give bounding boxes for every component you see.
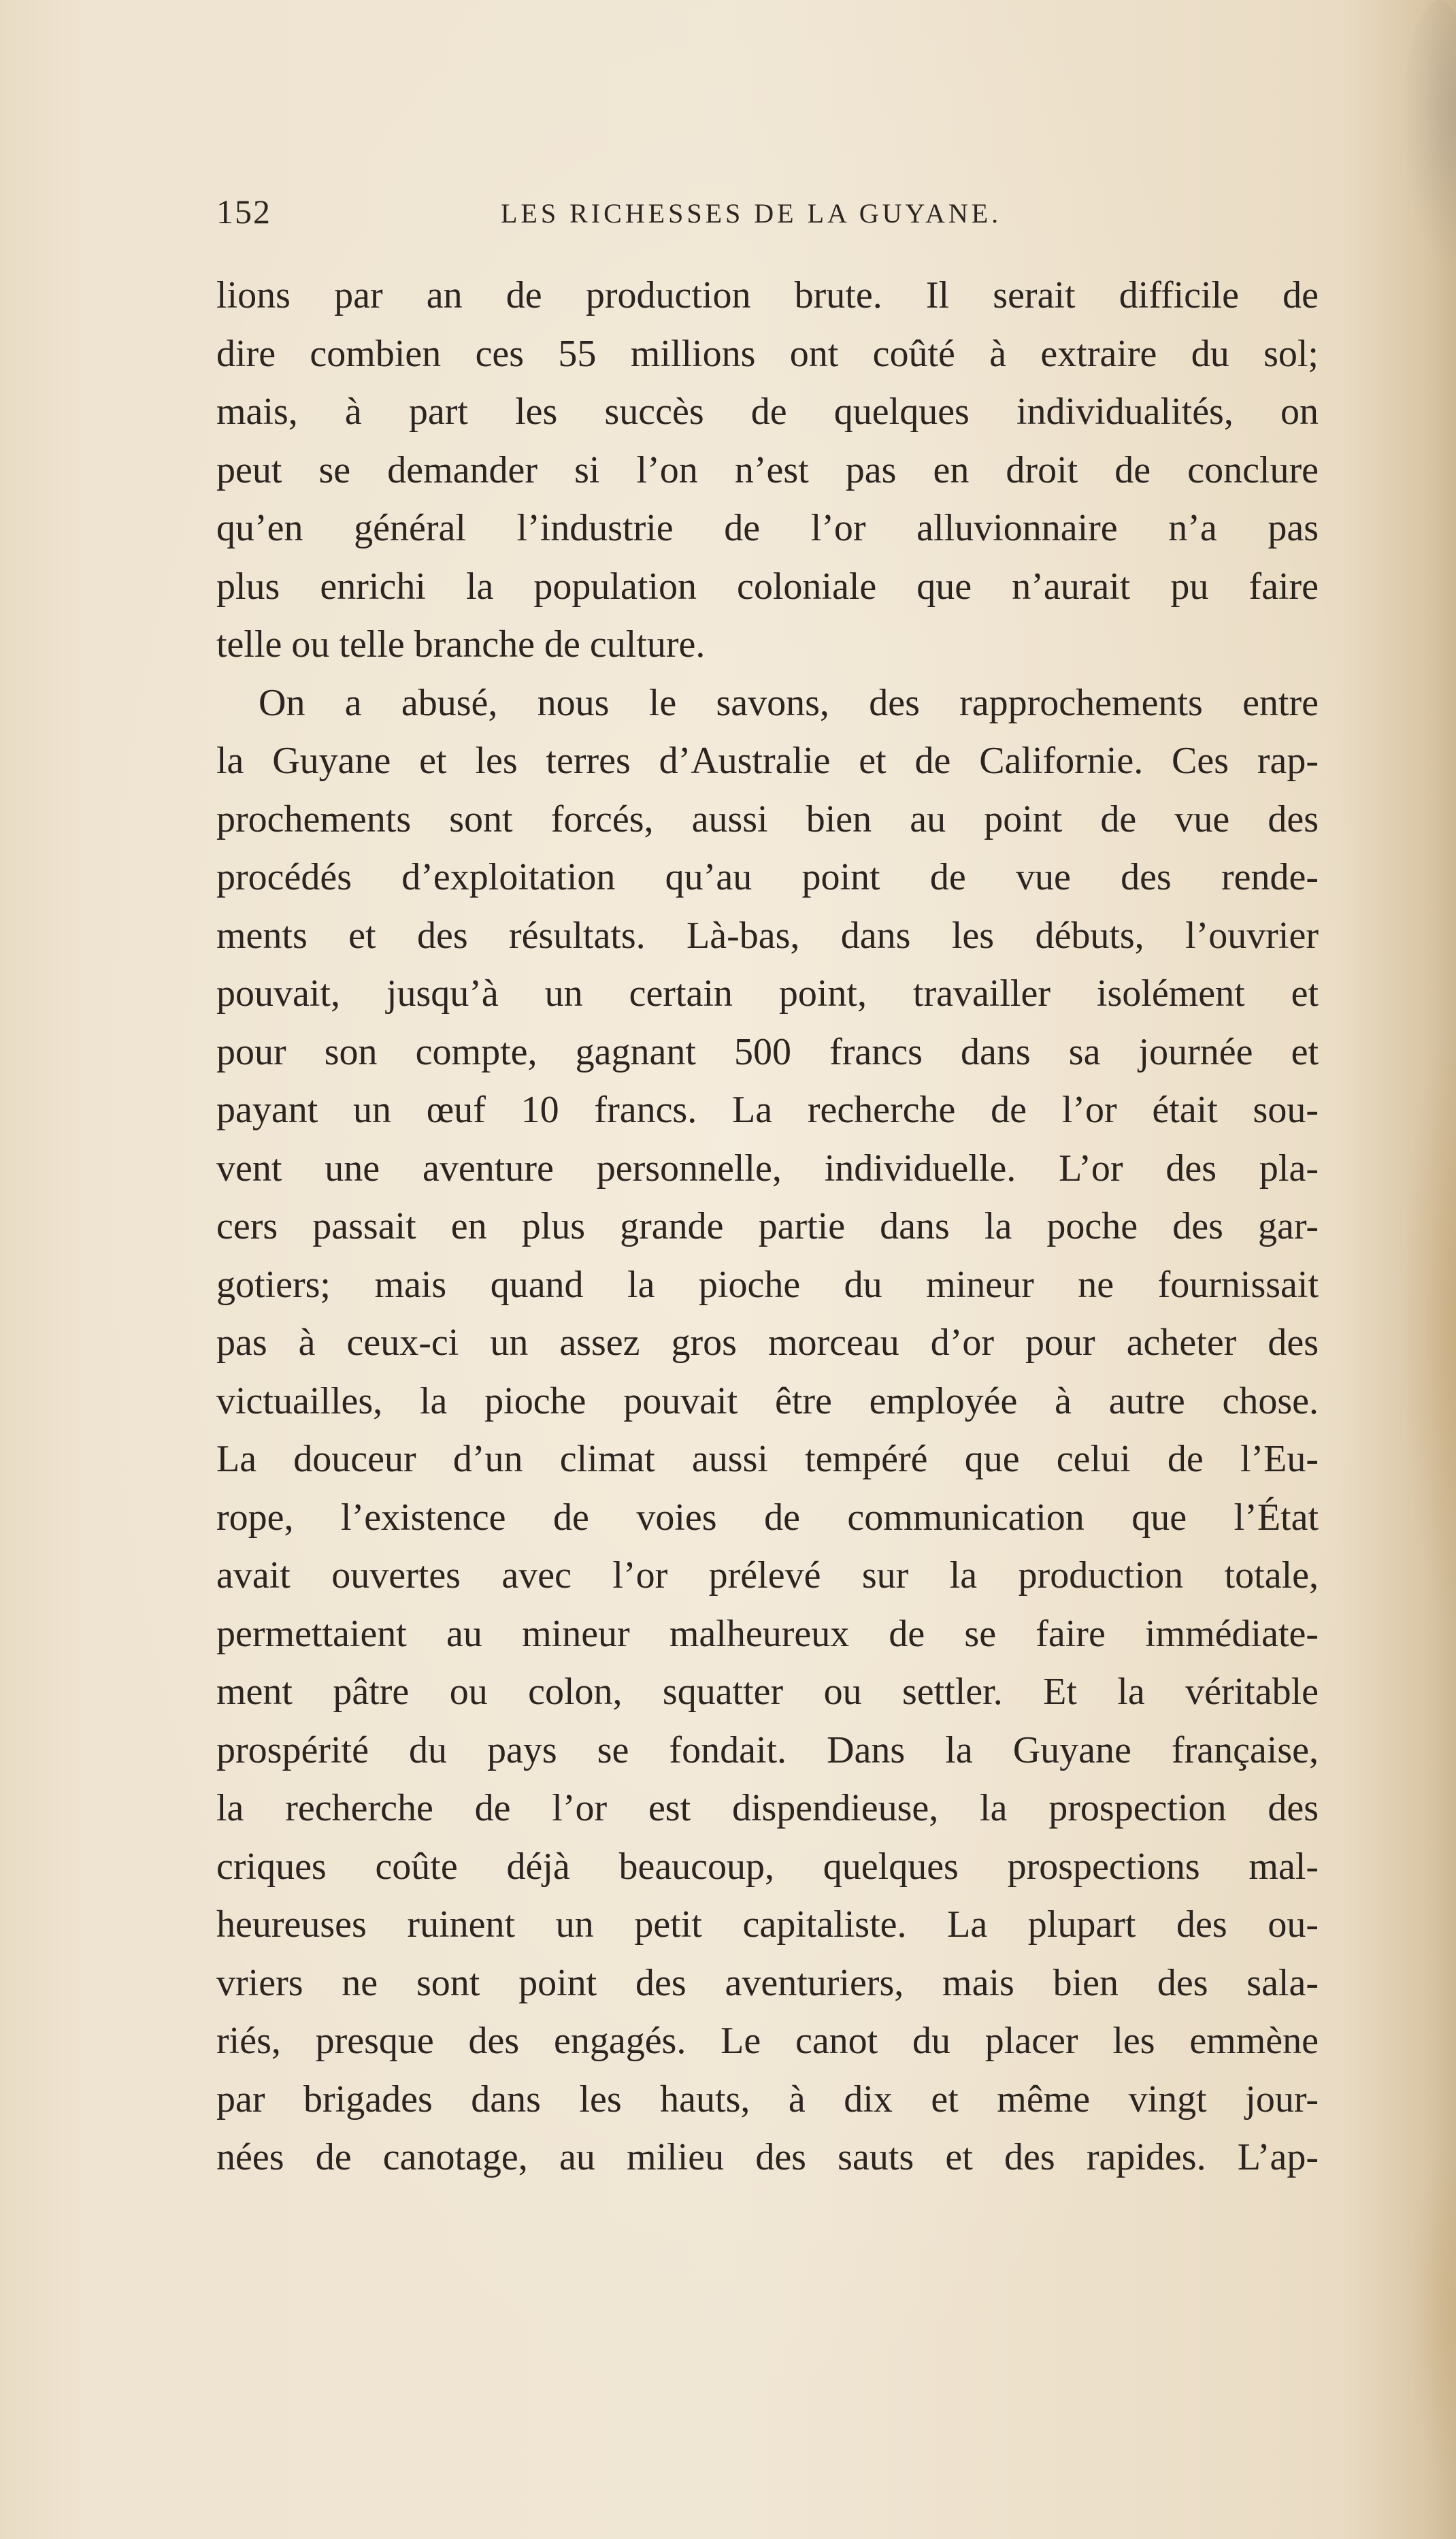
- text-line: On a abusé, nous le savons, des rapprochements entre: [259, 681, 1319, 724]
- text-line: par brigades dans les hauts, à dix et même vingt jour-: [216, 2078, 1319, 2120]
- paper-stain: [1402, 0, 1456, 272]
- text-line: permettaient au mineur malheureux de se faire immédiate-: [216, 1612, 1319, 1655]
- text-line: pouvait, jusqu’à un certain point, travailler isolément et: [216, 972, 1319, 1015]
- text-line: peut se demander si l’on n’est pas en droit de conclure: [216, 448, 1319, 491]
- text-line: ment pâtre ou colon, squatter ou settler. Et la véritable: [216, 1671, 1319, 1713]
- text-line: riés, presque des engagés. Le canot du placer les emmène: [216, 2020, 1319, 2062]
- paper-stain: [1408, 2144, 1456, 2484]
- text-line: rope, l’existence de voies de communication que l’État: [216, 1496, 1319, 1539]
- text-line: la Guyane et les terres d’Australie et de Californie. Ces rap-: [216, 740, 1319, 782]
- text-line: lions par an de production brute. Il serait difficile de: [216, 274, 1319, 316]
- text-line: gotiers; mais quand la pioche du mineur ne fournissait: [216, 1263, 1319, 1306]
- text-line: cers passait en plus grande partie dans la poche des gar-: [216, 1205, 1319, 1247]
- text-line: vriers ne sont point des aventuriers, mais bien des sala-: [216, 1961, 1319, 2004]
- page-header: [216, 192, 1319, 240]
- text-line: La douceur d’un climat aussi tempéré que celui de l’Eu-: [216, 1438, 1319, 1480]
- text-line: ments et des résultats. Là-bas, dans les débuts, l’ouvrier: [216, 914, 1319, 957]
- page-number: 152: [216, 193, 271, 231]
- text-line: procédés d’exploitation qu’au point de vue des rende-: [216, 856, 1319, 898]
- text-line: payant un œuf 10 francs. La recherche de l’or était sou-: [216, 1089, 1319, 1131]
- text-line: criques coûte déjà beaucoup, quelques prospections mal-: [216, 1845, 1319, 1888]
- text-line: avait ouvertes avec l’or prélevé sur la production totale,: [216, 1554, 1319, 1596]
- text-line: dire combien ces 55 millions ont coûté à extraire du sol;: [216, 332, 1319, 375]
- running-title: LES RICHESSES DE LA GUYANE.: [501, 198, 1002, 229]
- text-line: telle ou telle branche de culture.: [216, 623, 706, 666]
- text-line: plus enrichi la population coloniale que n’aurait pu faire: [216, 565, 1319, 608]
- paper-stain: [1402, 1021, 1456, 1633]
- text-line: pour son compte, gagnant 500 francs dans sa journée et: [216, 1030, 1319, 1073]
- body-text: [216, 267, 1319, 2187]
- text-line: la recherche de l’or est dispendieuse, la prospection des: [216, 1787, 1319, 1829]
- text-line: pas à ceux-ci un assez gros morceau d’or pour acheter des: [216, 1322, 1319, 1364]
- text-line: heureuses ruinent un petit capitaliste. La plupart des ou-: [216, 1903, 1319, 1946]
- text-line: victuailles, la pioche pouvait être employée à autre chose.: [216, 1379, 1319, 1422]
- text-line: vent une aventure personnelle, individuelle. L’or des pla-: [216, 1147, 1319, 1190]
- text-line: prochements sont forcés, aussi bien au point de vue des: [216, 798, 1319, 840]
- text-line: qu’en général l’industrie de l’or alluvionnaire n’a pas: [216, 507, 1319, 549]
- text-line: mais, à part les succès de quelques individualités, on: [216, 391, 1319, 433]
- text-line: nées de canotage, au milieu des sauts et des rapides. L’ap-: [216, 2136, 1319, 2178]
- text-line: prospérité du pays se fondait. Dans la Guyane française,: [216, 1729, 1319, 1771]
